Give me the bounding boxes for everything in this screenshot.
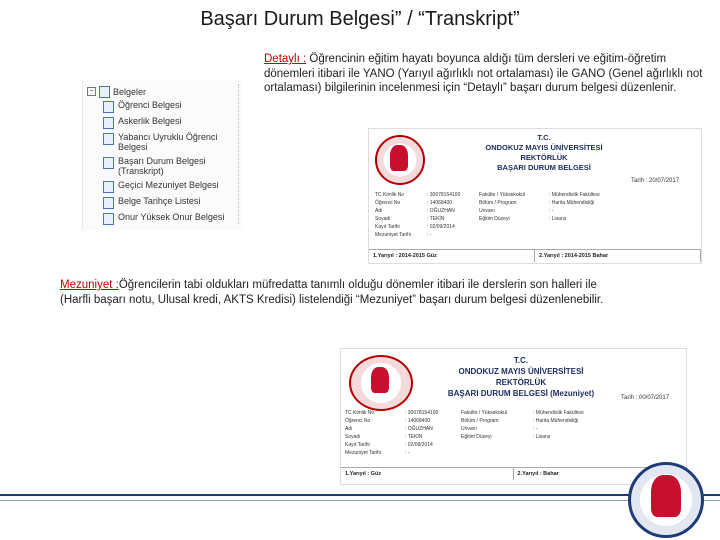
footer-line: [0, 494, 720, 496]
tree-item-belge-tarihce[interactable]: [103, 196, 238, 209]
tree-item-label: Yabancı Uyruklu Öğrenci Belgesi: [118, 132, 218, 152]
document-icon: [103, 157, 114, 169]
tree-item-yabanci-uyruklu[interactable]: [103, 132, 238, 152]
tree-item-label: Onur Yüksek Onur Belgesi: [118, 212, 225, 222]
collapse-icon[interactable]: −: [87, 87, 96, 96]
tree-item-label: Geçici Mezuniyet Belgesi: [118, 180, 219, 190]
tree-item-ogrenci-belgesi[interactable]: [103, 100, 238, 113]
doc-university: ONDOKUZ MAYIS ÜNİVERSİTESİ: [458, 367, 584, 376]
mezuniyet-paragraph: [60, 278, 620, 307]
tree-item-label: Öğrenci Belgesi: [118, 100, 182, 110]
doc-belge-title: BAŞARI DURUM BELGESİ (Mezuniyet): [447, 389, 595, 398]
tree-item-askerlik-belgesi[interactable]: [103, 116, 238, 129]
doc-date: Tarih : 00/07/2017: [621, 395, 670, 401]
tree-scrollbar[interactable]: [238, 84, 241, 224]
document-tree: [82, 80, 243, 230]
detayli-paragraph: [264, 52, 704, 96]
doc-university: ONDOKUZ MAYIS ÜNİVERSİTESİ: [485, 143, 603, 152]
detayli-text: Öğrencinin eğitim hayatı boyunca aldığı tüm dersleri ve eğitim-öğretim dönemleri itibari ile YANO (Yarıyıl ağırlıklı not ortalaması) ile GANO (Genel ağırlıklı not ortalaması) bilgilerinin incelenmesi için “Detaylı” başarı durum belgesi düzenlenir.: [264, 53, 703, 94]
semester-2: 2.Yarıyıl : 2014-2015 Bahar: [535, 250, 701, 262]
page-title: Başarı Durum Belgesi” / “Transkript”: [200, 8, 520, 30]
document-icon: [103, 101, 114, 113]
semester-1: 1.Yarıyıl : Güz: [341, 468, 514, 480]
document-icon: [103, 117, 114, 129]
tree-item-label: Belge Tarihçe Listesi: [118, 196, 201, 206]
doc-tc: T.C.: [513, 356, 529, 365]
doc-belge-title: BAŞARI DURUM BELGESİ: [497, 163, 591, 172]
document-icon: [103, 197, 114, 209]
mezuniyet-lead: Mezuniyet :: [60, 279, 119, 291]
doc-tc: T.C.: [537, 133, 551, 142]
tree-root[interactable]: [87, 85, 146, 98]
tree-item-onur-belgesi[interactable]: [103, 212, 238, 225]
doc-date: Tarih : 20/07/2017: [631, 178, 680, 184]
semester-1: 1.Yarıyıl : 2014-2015 Güz: [369, 250, 535, 262]
transcript-preview-mezuniyet: [340, 348, 687, 485]
doc-info-grid: TC Kimlik No : 30678154100 Fakülte / Yüksekokul : Mühendislik Fakültesi Öğrenci No : 14068400 Bölüm / Program : Harita Mühendisliği Adı : OĞUZHAN Unvanı : - Soyadı : TEKİN Eğitim Düzeyi : Lisans Kayıt Tarihi : 02/09/2014 Mezuniyet Tarihi : -: [345, 410, 584, 456]
document-icon: [103, 133, 114, 145]
semester-2: 2.Yarıyıl : Bahar: [514, 468, 687, 480]
doc-rektorluk: REKTÖRLÜK: [520, 153, 568, 162]
detayli-lead: Detaylı :: [264, 53, 307, 65]
document-icon: [103, 213, 114, 225]
mezuniyet-text: Öğrencilerin tabi oldukları müfredatta tanımlı olduğu dönemler itibari ile derslerin son halleri ile (Harfli başarı notu, Ulusal kredi, AKTS Kredisi) listelendiği “Mezuniyet” başarı durum belgesi düzenlenebilir.: [60, 279, 604, 306]
university-logo-icon: [628, 462, 704, 538]
university-seal-icon: [375, 135, 425, 185]
tree-item-basari-durum[interactable]: [103, 156, 238, 176]
tree-item-label: Askerlik Belgesi: [118, 116, 182, 126]
folder-icon: [99, 86, 110, 98]
footer-line-thin: [0, 500, 720, 501]
tree-root-label: Belgeler: [113, 86, 147, 97]
tree-item-gecici-mezuniyet[interactable]: [103, 180, 238, 193]
university-seal-icon: [349, 355, 413, 411]
tree-item-label: Başarı Durum Belgesi (Transkript): [118, 156, 206, 176]
document-icon: [103, 181, 114, 193]
transcript-preview-detayli: [368, 128, 702, 264]
doc-rektorluk: REKTÖRLÜK: [495, 378, 547, 387]
doc-semester-bar: [369, 249, 701, 262]
doc-info-grid: TC Kimlik No : 30678154100 Fakülte / Yüksekokul : Mühendislik Fakültesi Öğrenci No : 14068400 Bölüm / Program : Harita Mühendisliği Adı : OĞUZHAN Unvanı : - Soyadı : TEKİN Eğitim Düzeyi : Lisans Kayıt Tarihi : 02/09/2014 Mezuniyet Tarihi : -: [375, 192, 600, 238]
